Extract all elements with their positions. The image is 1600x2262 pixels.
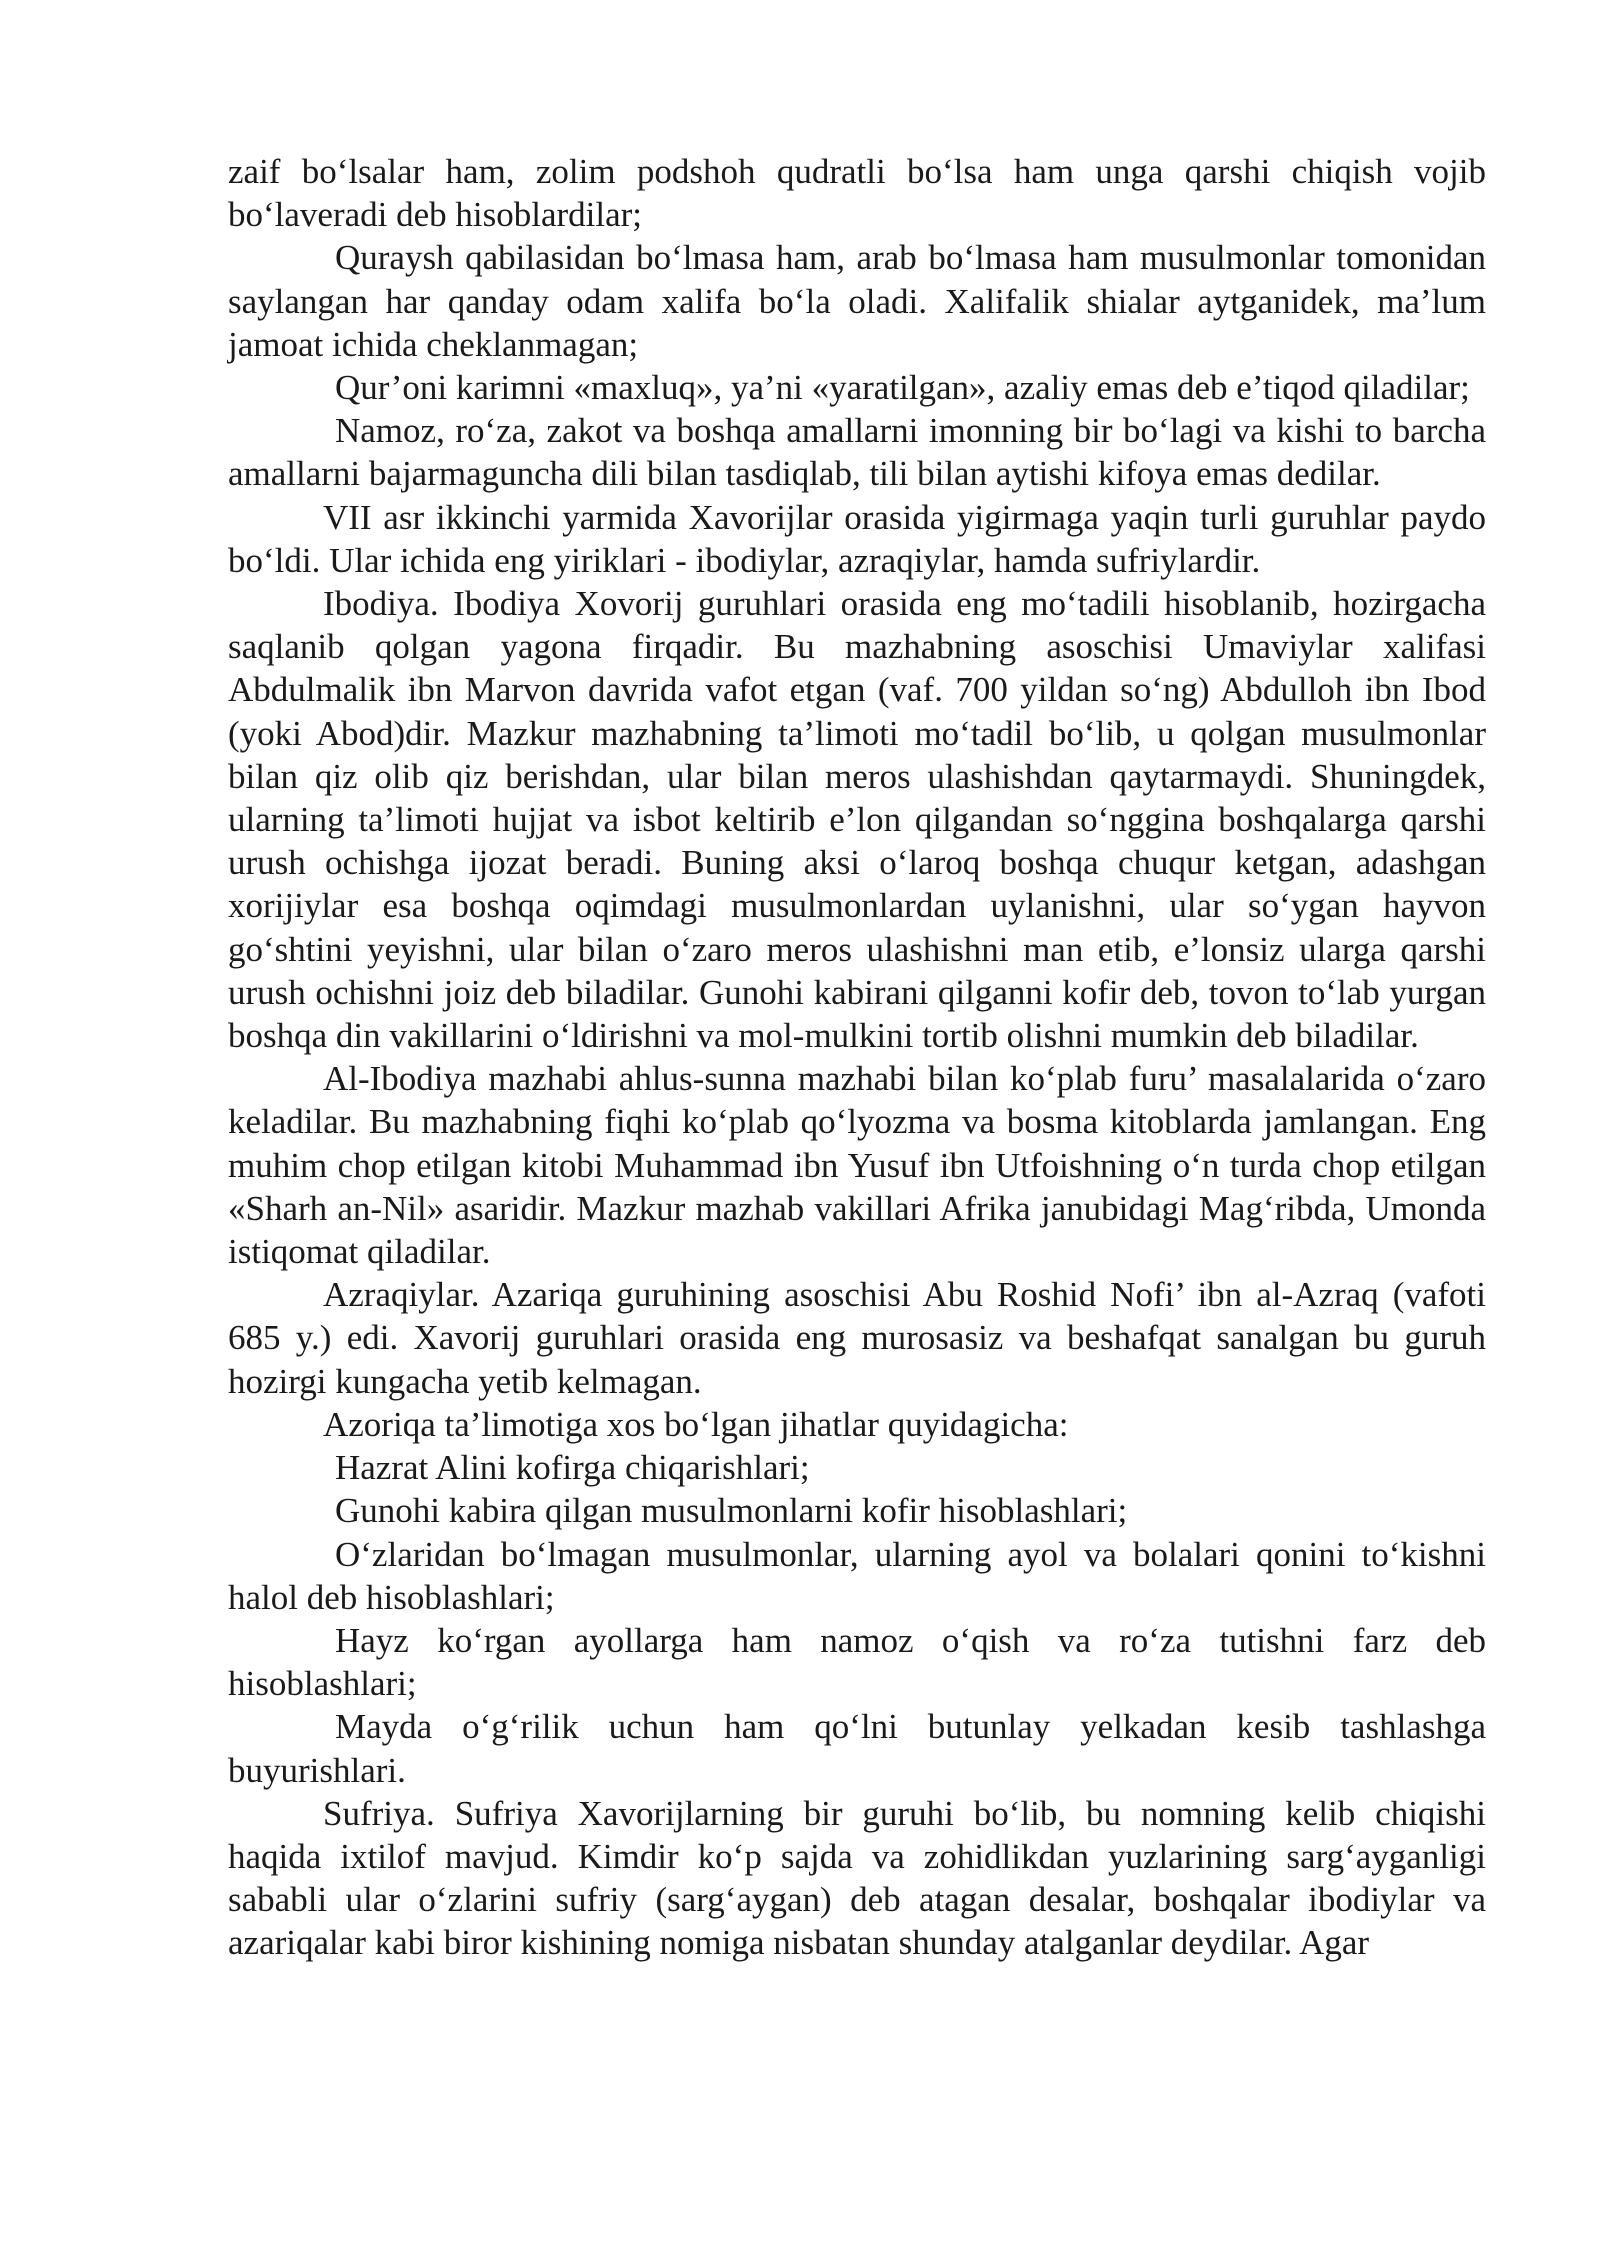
list-item-paragraph: O‘zlaridan bo‘lmagan musulmonlar, ularning ayol va bolalari qonini to‘kishni halol deb hisoblashlari; [228,1534,1486,1617]
body-paragraph-sufriya: Sufriya. Sufriya Xavorijlarning bir guruhi bo‘lib, bu nomning kelib chiqishi haqida ixtilof mavjud. Kimdir ko‘p sajda va zohidlikdan yuzlarining sarg‘ayganligi sababli ular o‘zlarini sufriy (sarg‘aygan) deb atagan desalar, boshqalar ibodiylar va azariqalar kabi biror kishining nomiga nisbatan shunday atalganlar deydilar. Agar [228,1793,1486,1963]
body-paragraph: Al-Ibodiya mazhabi ahlus-sunna mazhabi bilan ko‘plab furu’ masalalarida o‘zaro keladilar. Bu mazhabning fiqhi ko‘plab qo‘lyozma va bosma kitoblarda jamlangan. Eng muhim chop etilgan kitobi Muhammad ibn Yusuf ibn Utfoishning o‘n turda chop etilgan «Sharh an-Nil» asaridir. Mazkur mazhab vakillari Afrika janubidagi Mag‘ribda, Umonda istiqomat qiladilar. [228,1059,1486,1272]
list-item-paragraph: Hayz ko‘rgan ayollarga ham namoz o‘qish va ro‘za tutishni farz deb hisoblashlari; [228,1620,1486,1704]
body-paragraph-azraqiylar: Azraqiylar. Azariqa guruhining asoschisi Abu Roshid Nofi’ ibn al-Azraq (vafoti 685 y.) edi. Xavorij guruhlari orasida eng murosasiz va beshafqat sanalgan bu guruh hozirgi kungacha yetib kelmagan. [228,1275,1486,1401]
list-item-paragraph: Gunohi kabira qilgan musulmonlarni kofir hisoblashlari; [335,1491,1128,1531]
list-item-paragraph: Quraysh qabilasidan bo‘lmasa ham, arab bo‘lmasa ham musulmonlar tomonidan saylangan har qanday odam xalifa bo‘la oladi. Xalifalik shialar aytganidek, ma’lum jamoat ichida cheklanmagan; [228,238,1486,364]
list-item-paragraph: Hazrat Alini kofirga chiqarishlari; [335,1448,810,1488]
list-item-paragraph: Mayda o‘g‘rilik uchun ham qo‘lni butunlay yelkadan kesib tashlashga buyurishlari. [228,1707,1486,1790]
paragraph-continuation: zaif bo‘lsalar ham, zolim podshoh qudratli bo‘lsa ham unga qarshi chiqish vojib bo‘laveradi deb hisoblardilar; [228,152,1486,235]
list-item-paragraph: Qur’oni karimni «maxluq», ya’ni «yaratilgan», azaliy emas deb e’tiqod qiladilar; [335,368,1470,408]
body-paragraph-ibodiya: Ibodiya. Ibodiya Xovorij guruhlari orasida eng mo‘tadili hisoblanib, hozirgacha saqlanib qolgan yagona firqadir. Bu mazhabning asoschisi Umaviylar xalifasi Abdulmalik ibn Marvon davrida vafot etgan (vaf. 700 yildan so‘ng) Abdulloh ibn Ibod (yoki Abod)dir. Mazkur mazhabning ta’limoti mo‘tadil bo‘lib, u qolgan musulmonlar bilan qiz olib qiz berishdan, ular bilan meros ulashishdan qaytarmaydi. Shuningdek, ularning ta’limoti hujjat va isbot keltirib e’lon qilgandan so‘nggina boshqalarga qarshi urush ochishga ijozat beradi. Buning aksi o‘laroq boshqa chuqur ketgan, adashgan xorijiylar esa boshqa oqimdagi musulmonlardan uylanishni, ular so‘ygan hayvon go‘shtini yeyishni, ular bilan o‘zaro meros ulashishni man etib, e’lonsiz ularga qarshi urush ochishni joiz deb biladilar. Gunohi kabirani qilganni kofir deb, tovon to‘lab yurgan boshqa din vakillarini o‘ldirishni va mol-mulkini tortib olishni mumkin deb biladilar. [228,584,1486,1056]
body-paragraph: Azoriqa ta’limotiga xos bo‘lgan jihatlar quyidagicha: [323,1404,1069,1444]
body-paragraph: VII asr ikkinchi yarmida Xavorijlar orasida yigirmaga yaqin turli guruhlar paydo bo‘ldi. Ular ichida eng yiriklari - ibodiylar, azraqiylar, hamda sufriylardir. [228,497,1486,580]
list-item-paragraph: Namoz, ro‘za, zakot va boshqa amallarni imonning bir bo‘lagi va kishi to barcha amallarni bajarmaguncha dili bilan tasdiqlab, tili bilan aytishi kifoya emas dedilar. [228,411,1486,494]
document-page [228,150,1486,1965]
